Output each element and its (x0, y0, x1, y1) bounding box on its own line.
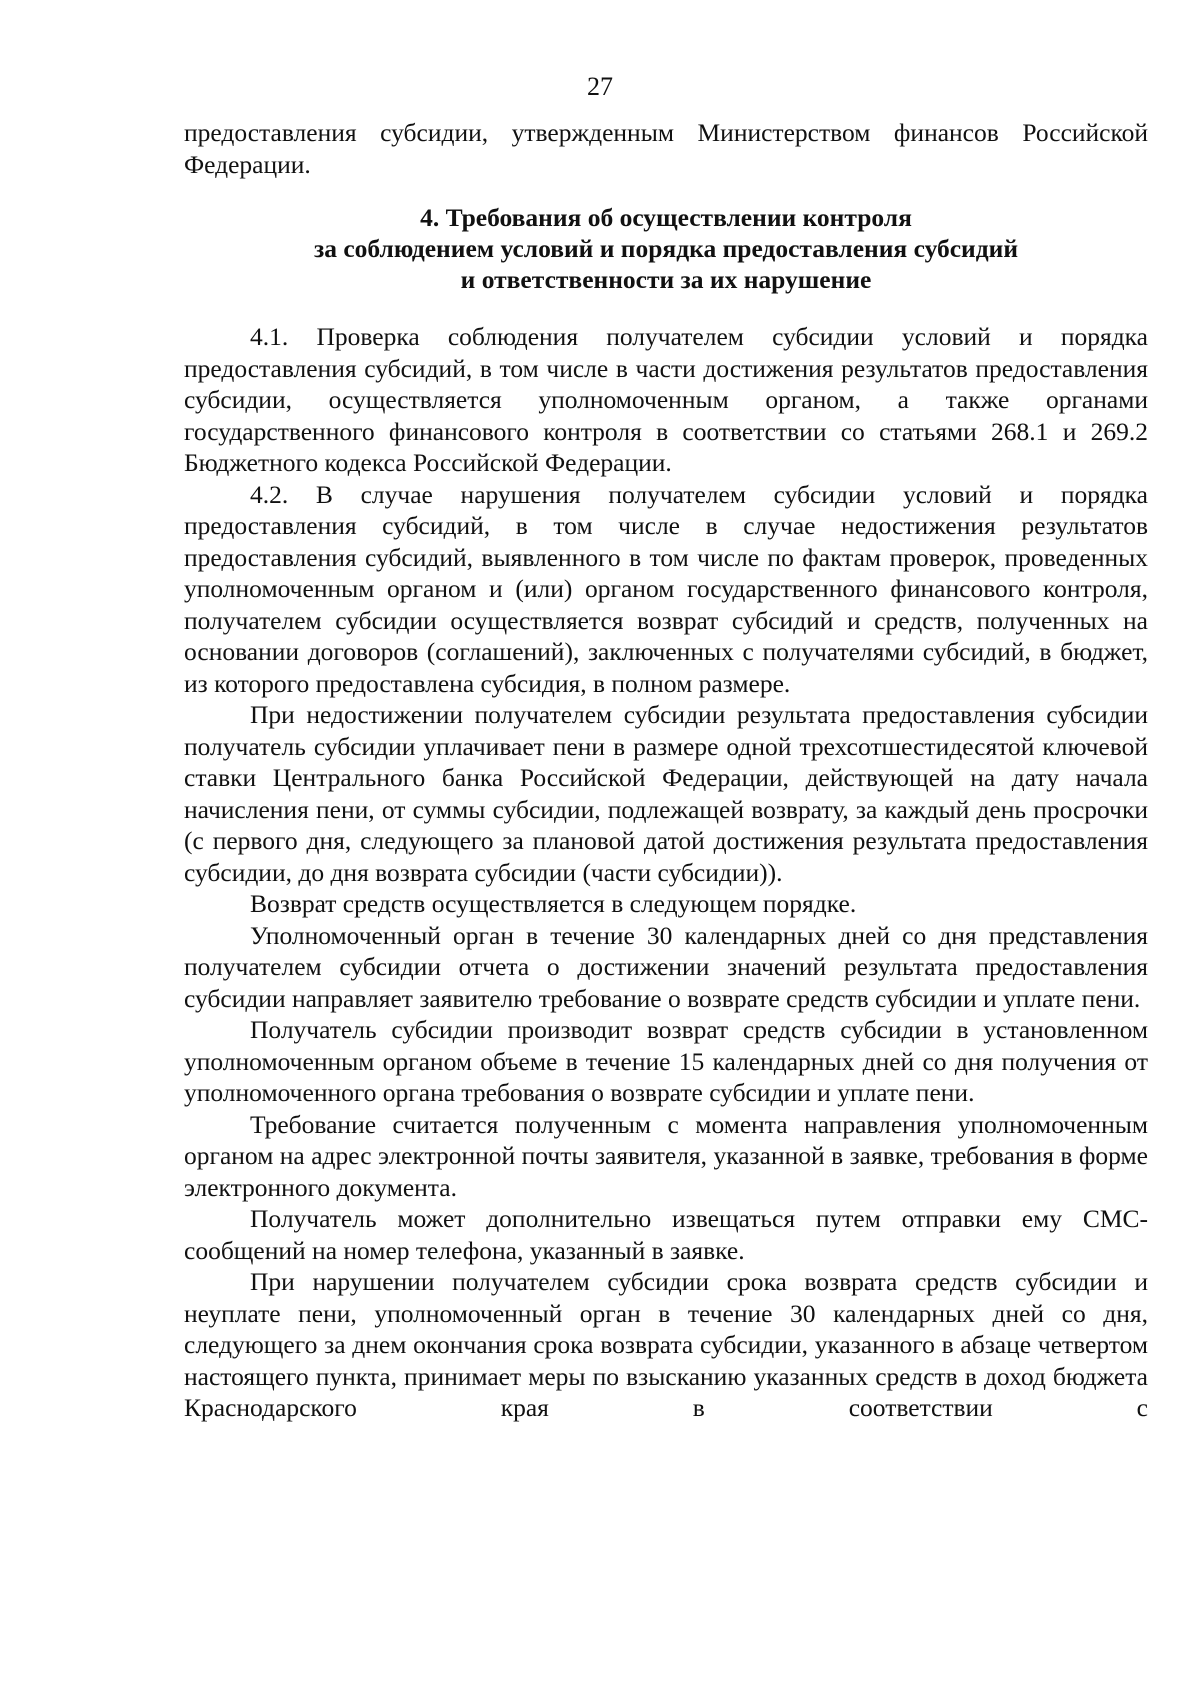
paragraph-refund-order: Возврат средств осуществляется в следующем порядке. (250, 889, 857, 918)
section-heading (184, 202, 1148, 295)
paragraph-sms-notice: Получатель может дополнительно извещаться путем отправки ему СМС-сообщений на номер телефона, указанный в заявке. (184, 1204, 1148, 1265)
paragraph-recovery: При нарушении получателем субсидии срока возврата средств субсидии и неуплате пени, уполномоченный орган в течение 30 календарных дней со дня, следующего за днем окончания срока возврата субсидии, указанного в абзаце четвертом настоящего пункта, принимает меры по взысканию указанных средств в доход бюджета Краснодарского края в соответствии с (184, 1267, 1148, 1422)
paragraph-authority-demand: Уполномоченный орган в течение 30 календарных дней со дня представления получателем субсидии отчета о достижении значений результата предоставления субсидии направляет заявителю требование о возврате средств субсидии и уплате пени. (184, 920, 1148, 1013)
paragraph-4-2: 4.2. В случае нарушения получателем субсидии условий и порядка предоставления субсидий, в том числе в случае недостижения результатов предоставления субсидий, выявленного в том числе по фактам проверок, проведенных уполномоченным органом и (или) органом государственного финансового контроля, получателем субсидии осуществляется возврат субсидий и средств, полученных на основании договоров (соглашений), заключенных с получателями субсидий, в бюджет, из которого предоставлена субсидия, в полном размере. (184, 479, 1148, 698)
page-number: 27 (587, 72, 613, 101)
paragraph-4-1: 4.1. Проверка соблюдения получателем субсидии условий и порядка предоставления субсидий, в том числе в части достижения результатов предоставления субсидии, осуществляется уполномоченным органом, а также органами государственного финансового контроля в соответствии со статьями 268.1 и 269.2 Бюджетного кодекса Российской Федерации. (184, 322, 1148, 477)
section-heading-line: 4. Требования об осуществлении контроля (420, 203, 912, 232)
section-heading-line: за соблюдением условий и порядка предоставления субсидий (313, 234, 1019, 263)
document-body (184, 117, 1148, 1424)
intro-paragraph: предоставления субсидии, утвержденным Министерством финансов Российской Федерации. (184, 118, 1148, 179)
paragraph-demand-received: Требование считается полученным с момента направления уполномоченным органом на адрес электронной почты заявителя, указанной в заявке, требования в форме электронного документа. (184, 1109, 1148, 1202)
paragraph-penalty: При недостижении получателем субсидии результата предоставления субсидии получатель субсидии уплачивает пени в размере одной трехсотшестидесятой ключевой ставки Центрального банка Российской Федерации, действующей на дату начала начисления пени, от суммы субсидии, подлежащей возврату, за каждый день просрочки (с первого дня, следующего за плановой датой достижения результата предоставления субсидии, до дня возврата субсидии (части субсидии)). (184, 700, 1148, 887)
section-heading-line: и ответственности за их нарушение (460, 265, 872, 294)
paragraph-recipient-refund: Получатель субсидии производит возврат средств субсидии в установленном уполномоченным органом объеме в течение 15 календарных дней со дня получения от уполномоченного органа требования о возврате субсидии и уплате пени. (184, 1015, 1148, 1107)
